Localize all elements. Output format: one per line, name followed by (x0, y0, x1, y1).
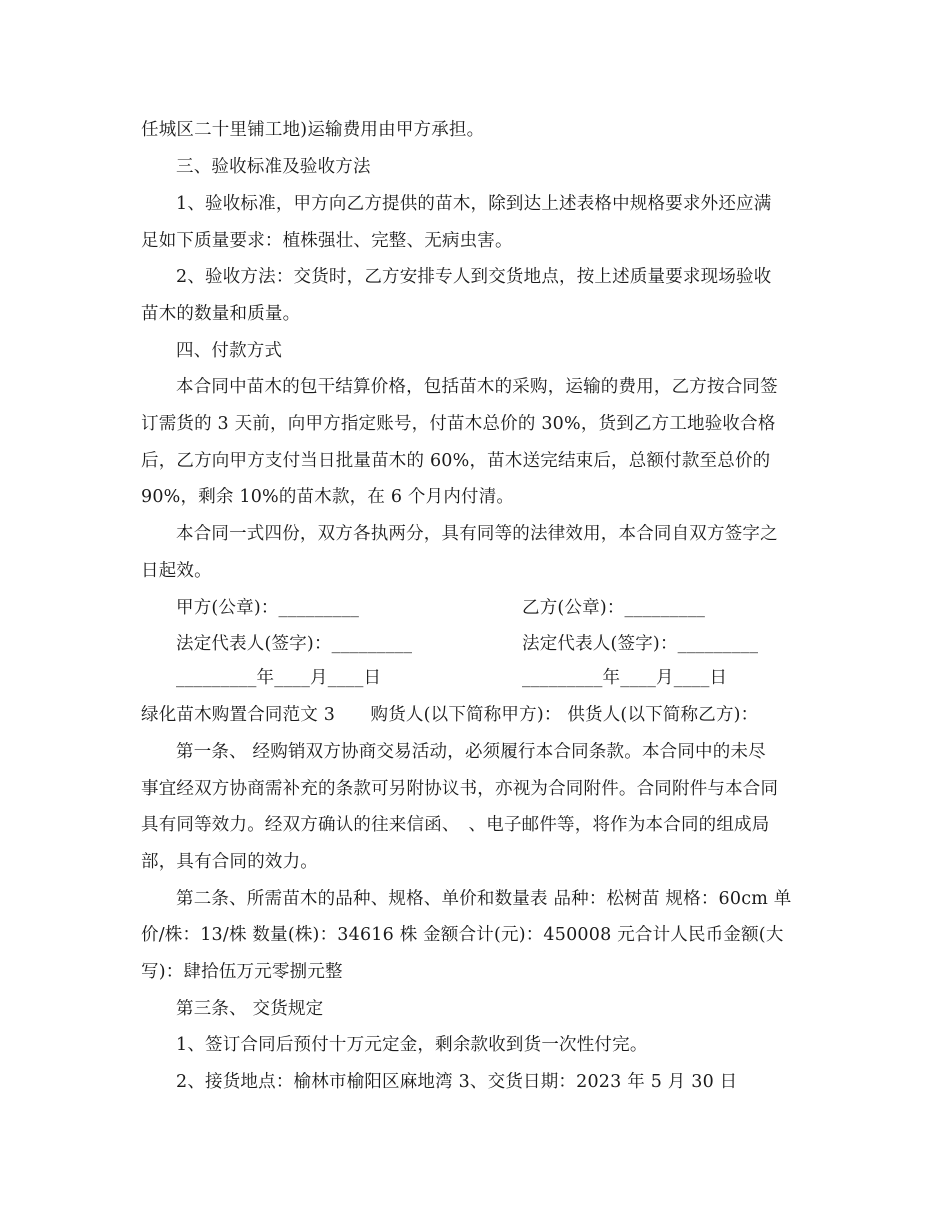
party-a-seal: 甲方(公章)：_________ (176, 598, 360, 618)
text-line: 具有同等效力。经双方确认的往来信函、 、电子邮件等，将作为本合同的组成局 (141, 815, 770, 835)
text-line: 1、签订合同后预付十万元定金，剩余款收到货一次性付完。 (176, 1035, 648, 1055)
section-heading: 第三条、 交货规定 (176, 999, 324, 1019)
text-line: 后，乙方向甲方支付当日批量苗木的 60%，苗木送完结束后，总额付款至总价的 (141, 451, 771, 471)
contract-title-line: 绿化苗木购置合同范文 3 购货人(以下简称甲方)： 供货人(以下简称乙方)： (141, 705, 759, 725)
text-line: 1、验收标准，甲方向乙方提供的苗木，除到达上述表格中规格要求外还应满 (176, 194, 772, 214)
text-line: 写)：肆拾伍万元零捌元整 (141, 962, 343, 982)
text-line: 2、接货地点：榆林市榆阳区麻地湾 3、交货日期：2023 年 5 月 30 日 (176, 1072, 738, 1092)
section-heading: 三、验收标准及验收方法 (176, 157, 371, 177)
text-line: 2、验收方法：交货时，乙方安排专人到交货地点，按上述质量要求现场验收 (176, 267, 772, 287)
party-a-representative: 法定代表人(签字)：_________ (176, 634, 413, 654)
party-b-seal: 乙方(公章)：_________ (522, 598, 706, 618)
text-line: 足如下质量要求：植株强壮、完整、无病虫害。 (141, 231, 513, 251)
text-line: 事宜经双方协商需补充的条款可另附协议书，亦视为合同附件。合同附件与本合同 (141, 779, 779, 799)
text-line: 本合同一式四份，双方各执两分，具有同等的法律效用，本合同自双方签字之 (176, 524, 778, 544)
text-line: 价/株：13/株 数量(株)：34616 株 金额合计(元)：450008 元合计人民币金额(大 (141, 925, 784, 945)
text-line: 90%，剩余 10%的苗木款，在 6 个月内付清。 (141, 487, 515, 507)
text-line: 任城区二十里铺工地)运输费用由甲方承担。 (141, 120, 485, 140)
text-line: 日起效。 (141, 561, 212, 581)
text-line: 第二条、所需苗木的品种、规格、单价和数量表 品种：松树苗 规格：60cm 单 (176, 889, 792, 909)
text-line: 本合同中苗木的包干结算价格，包括苗木的采购，运输的费用，乙方按合同签 (176, 377, 778, 397)
text-line: 第一条、 经购销双方协商交易活动，必须履行本合同条款。本合同中的未尽 (176, 742, 766, 762)
text-line: 部，具有合同的效力。 (141, 852, 318, 872)
party-b-date: _________年____月____日 (522, 668, 728, 688)
text-line: 苗木的数量和质量。 (141, 304, 301, 324)
party-b-representative: 法定代表人(签字)：_________ (522, 634, 759, 654)
text-line: 订需货的 3 天前，向甲方指定账号，付苗木总价的 30%，货到乙方工地验收合格 (141, 414, 776, 434)
party-a-date: _________年____月____日 (176, 668, 382, 688)
section-heading: 四、付款方式 (176, 341, 283, 361)
